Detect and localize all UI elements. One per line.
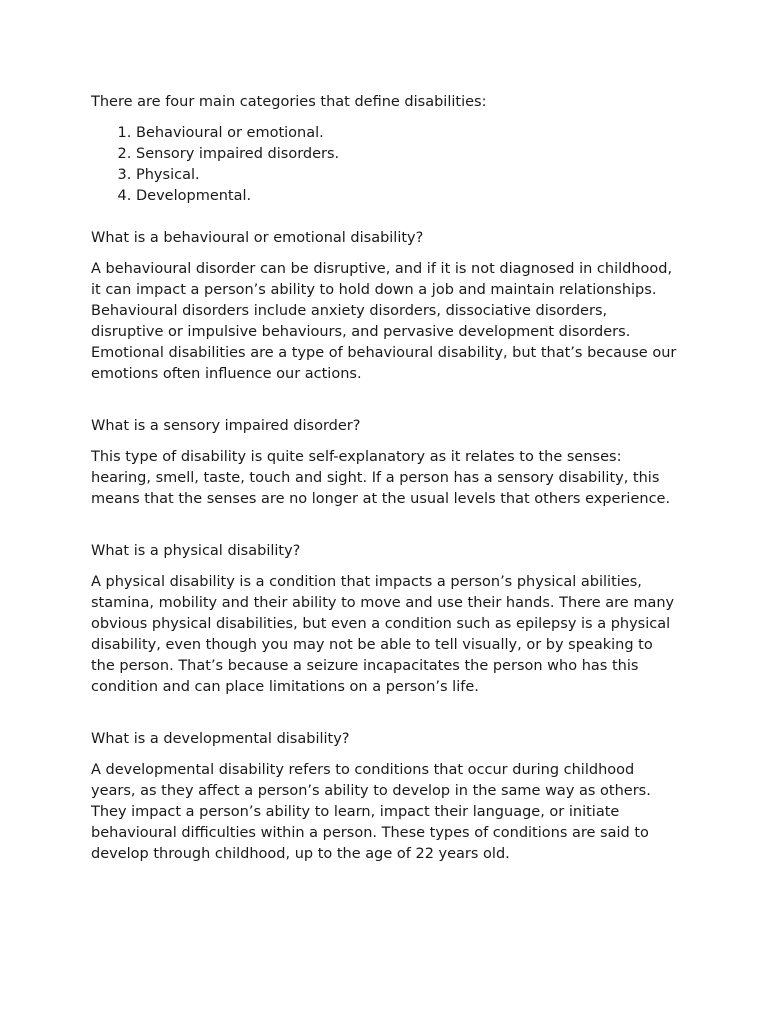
section-body-behavioural: A behavioural disorder can be disruptive, and if it is not diagnosed in childhood, it can impact a person’s ability to hold down a job and maintain relationships. Behavioural disorders include anxiety disorders, dissociative disorders, disruptive or impulsive behaviours, and pervasive development disorders. Emotional disabilities are a type of behavioural disability, but that’s because our emotions often influence our actions. <box>91 261 677 382</box>
category-item: 2. Sensory impaired disorders. <box>136 144 681 165</box>
category-item: 4. Developmental. <box>136 186 681 207</box>
section-body-physical: A physical disability is a condition that impacts a person’s physical abilities, stamina, mobility and their ability to move and use their hands. There are many obvious physical disabilities, but even a condition such as epilepsy is a physical disability, even though you may not be able to tell visually, or by speaking to the person. That’s because a seizure incapacitates the person who has this condition and can place limitations on a person’s life. <box>91 574 675 695</box>
section-heading-physical: What is a physical disability? <box>91 543 301 559</box>
section-heading-behavioural: What is a behavioural or emotional disability? <box>91 230 424 246</box>
document-content <box>91 92 681 896</box>
intro-paragraph: There are four main categories that define disabilities: <box>91 94 487 110</box>
categories-list <box>91 123 681 207</box>
category-item: 3. Physical. <box>136 165 681 186</box>
section-body-developmental: A developmental disability refers to conditions that occur during childhood years, as they affect a person’s ability to develop in the same way as others. They impact a person’s ability to learn, impact their language, or initiate behavioural difficulties within a person. These types of conditions are said to develop through childhood, up to the age of 22 years old. <box>91 762 651 862</box>
section-heading-sensory: What is a sensory impaired disorder? <box>91 418 361 434</box>
category-item: 1. Behavioural or emotional. <box>136 123 681 144</box>
section-heading-developmental: What is a developmental disability? <box>91 731 350 747</box>
section-body-sensory: This type of disability is quite self-explanatory as it relates to the senses: hearing, smell, taste, touch and sight. If a person has a sensory disability, this means that the senses are no longer at the usual levels that others experience. <box>91 449 671 507</box>
